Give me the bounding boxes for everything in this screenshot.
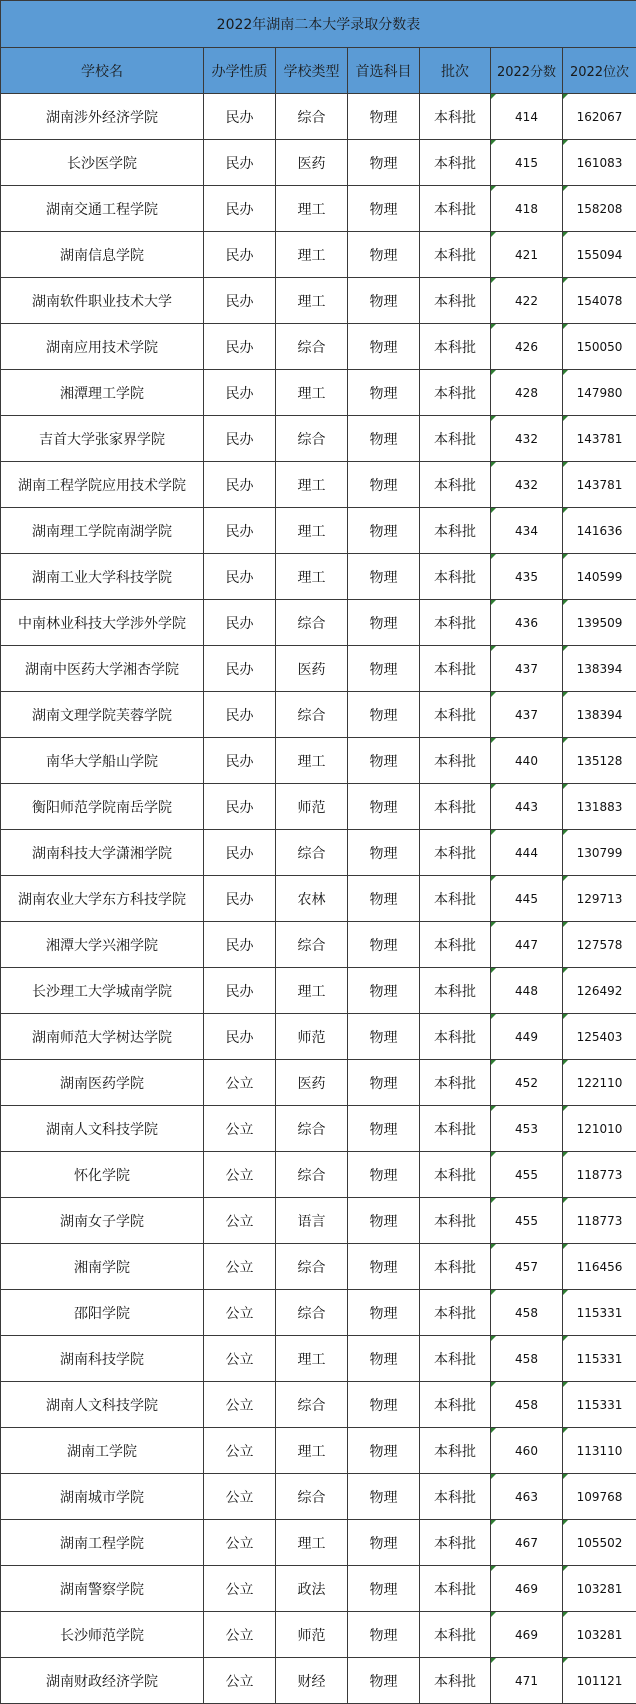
rank-cell: 115331 bbox=[563, 1382, 636, 1428]
school-type-cell: 综合 bbox=[276, 1290, 348, 1336]
school-type-cell: 综合 bbox=[276, 922, 348, 968]
school-type-cell: 综合 bbox=[276, 1106, 348, 1152]
ownership-cell: 公立 bbox=[204, 1612, 276, 1658]
school-type-cell: 医药 bbox=[276, 1060, 348, 1106]
score-cell: 440 bbox=[491, 738, 563, 784]
table-row bbox=[1, 324, 636, 370]
subject-cell: 物理 bbox=[348, 692, 420, 738]
rank-cell: 115331 bbox=[563, 1336, 636, 1382]
rank-cell: 131883 bbox=[563, 784, 636, 830]
rank-cell: 150050 bbox=[563, 324, 636, 370]
rank-cell: 103281 bbox=[563, 1612, 636, 1658]
subject-cell: 物理 bbox=[348, 554, 420, 600]
table-row bbox=[1, 784, 636, 830]
rank-cell: 139509 bbox=[563, 600, 636, 646]
batch-cell: 本科批 bbox=[420, 1382, 491, 1428]
table-row bbox=[1, 1612, 636, 1658]
batch-cell: 本科批 bbox=[420, 1152, 491, 1198]
school-name-cell: 湖南农业大学东方科技学院 bbox=[1, 876, 204, 922]
score-cell: 469 bbox=[491, 1566, 563, 1612]
table-row bbox=[1, 692, 636, 738]
score-cell: 415 bbox=[491, 140, 563, 186]
rank-cell: 118773 bbox=[563, 1198, 636, 1244]
ownership-cell: 民办 bbox=[204, 370, 276, 416]
subject-cell: 物理 bbox=[348, 232, 420, 278]
table-row bbox=[1, 370, 636, 416]
school-name-cell: 湖南中医药大学湘杏学院 bbox=[1, 646, 204, 692]
score-cell: 432 bbox=[491, 462, 563, 508]
batch-cell: 本科批 bbox=[420, 1014, 491, 1060]
school-name-cell: 长沙师范学院 bbox=[1, 1612, 204, 1658]
batch-cell: 本科批 bbox=[420, 462, 491, 508]
subject-cell: 物理 bbox=[348, 1428, 420, 1474]
batch-cell: 本科批 bbox=[420, 600, 491, 646]
ownership-cell: 民办 bbox=[204, 278, 276, 324]
ownership-cell: 公立 bbox=[204, 1566, 276, 1612]
table-row bbox=[1, 738, 636, 784]
ownership-cell: 公立 bbox=[204, 1336, 276, 1382]
subject-cell: 物理 bbox=[348, 600, 420, 646]
ownership-cell: 公立 bbox=[204, 1106, 276, 1152]
school-type-cell: 综合 bbox=[276, 692, 348, 738]
school-type-cell: 医药 bbox=[276, 140, 348, 186]
batch-cell: 本科批 bbox=[420, 1658, 491, 1704]
subject-cell: 物理 bbox=[348, 1060, 420, 1106]
school-name-cell: 湖南财政经济学院 bbox=[1, 1658, 204, 1704]
title-row bbox=[1, 1, 636, 48]
header-ownership: 办学性质 bbox=[204, 48, 276, 94]
ownership-cell: 公立 bbox=[204, 1290, 276, 1336]
score-cell: 458 bbox=[491, 1336, 563, 1382]
score-cell: 460 bbox=[491, 1428, 563, 1474]
ownership-cell: 民办 bbox=[204, 232, 276, 278]
subject-cell: 物理 bbox=[348, 1014, 420, 1060]
school-type-cell: 综合 bbox=[276, 94, 348, 140]
batch-cell: 本科批 bbox=[420, 1474, 491, 1520]
school-name-cell: 湖南工学院 bbox=[1, 1428, 204, 1474]
rank-cell: 109768 bbox=[563, 1474, 636, 1520]
table-row bbox=[1, 1244, 636, 1290]
ownership-cell: 公立 bbox=[204, 1152, 276, 1198]
score-cell: 455 bbox=[491, 1198, 563, 1244]
score-cell: 432 bbox=[491, 416, 563, 462]
score-cell: 421 bbox=[491, 232, 563, 278]
table-row bbox=[1, 1336, 636, 1382]
school-type-cell: 理工 bbox=[276, 1336, 348, 1382]
school-type-cell: 财经 bbox=[276, 1658, 348, 1704]
table-row bbox=[1, 278, 636, 324]
table-row bbox=[1, 1290, 636, 1336]
school-type-cell: 综合 bbox=[276, 1474, 348, 1520]
table-title: 2022年湖南二本大学录取分数表 bbox=[1, 1, 636, 48]
school-name-cell: 湖南理工学院南湖学院 bbox=[1, 508, 204, 554]
subject-cell: 物理 bbox=[348, 508, 420, 554]
school-name-cell: 湖南文理学院芙蓉学院 bbox=[1, 692, 204, 738]
school-type-cell: 医药 bbox=[276, 646, 348, 692]
table-row bbox=[1, 1566, 636, 1612]
ownership-cell: 民办 bbox=[204, 186, 276, 232]
subject-cell: 物理 bbox=[348, 140, 420, 186]
rank-cell: 101121 bbox=[563, 1658, 636, 1704]
rank-cell: 158208 bbox=[563, 186, 636, 232]
rank-cell: 125403 bbox=[563, 1014, 636, 1060]
batch-cell: 本科批 bbox=[420, 324, 491, 370]
school-type-cell: 综合 bbox=[276, 830, 348, 876]
batch-cell: 本科批 bbox=[420, 232, 491, 278]
table-row bbox=[1, 416, 636, 462]
batch-cell: 本科批 bbox=[420, 1106, 491, 1152]
rank-cell: 129713 bbox=[563, 876, 636, 922]
school-name-cell: 湖南软件职业技术大学 bbox=[1, 278, 204, 324]
school-type-cell: 理工 bbox=[276, 186, 348, 232]
ownership-cell: 公立 bbox=[204, 1382, 276, 1428]
header-row bbox=[1, 48, 636, 94]
header-subject: 首选科目 bbox=[348, 48, 420, 94]
ownership-cell: 公立 bbox=[204, 1658, 276, 1704]
batch-cell: 本科批 bbox=[420, 692, 491, 738]
table-row bbox=[1, 968, 636, 1014]
school-type-cell: 语言 bbox=[276, 1198, 348, 1244]
school-name-cell: 怀化学院 bbox=[1, 1152, 204, 1198]
table-row bbox=[1, 1106, 636, 1152]
score-cell: 437 bbox=[491, 692, 563, 738]
ownership-cell: 民办 bbox=[204, 600, 276, 646]
table-row bbox=[1, 232, 636, 278]
batch-cell: 本科批 bbox=[420, 968, 491, 1014]
batch-cell: 本科批 bbox=[420, 186, 491, 232]
batch-cell: 本科批 bbox=[420, 738, 491, 784]
school-type-cell: 综合 bbox=[276, 1152, 348, 1198]
score-cell: 471 bbox=[491, 1658, 563, 1704]
rank-cell: 127578 bbox=[563, 922, 636, 968]
rank-cell: 118773 bbox=[563, 1152, 636, 1198]
school-name-cell: 湖南应用技术学院 bbox=[1, 324, 204, 370]
school-name-cell: 湖南工程学院 bbox=[1, 1520, 204, 1566]
rank-cell: 138394 bbox=[563, 646, 636, 692]
school-name-cell: 湖南医药学院 bbox=[1, 1060, 204, 1106]
batch-cell: 本科批 bbox=[420, 646, 491, 692]
batch-cell: 本科批 bbox=[420, 1336, 491, 1382]
school-name-cell: 长沙医学院 bbox=[1, 140, 204, 186]
table-row bbox=[1, 830, 636, 876]
school-type-cell: 综合 bbox=[276, 1382, 348, 1428]
table-row bbox=[1, 646, 636, 692]
school-name-cell: 湖南工业大学科技学院 bbox=[1, 554, 204, 600]
subject-cell: 物理 bbox=[348, 1566, 420, 1612]
score-cell: 447 bbox=[491, 922, 563, 968]
subject-cell: 物理 bbox=[348, 416, 420, 462]
school-type-cell: 农林 bbox=[276, 876, 348, 922]
rank-cell: 141636 bbox=[563, 508, 636, 554]
subject-cell: 物理 bbox=[348, 830, 420, 876]
school-type-cell: 理工 bbox=[276, 278, 348, 324]
table-row bbox=[1, 922, 636, 968]
school-name-cell: 湘潭理工学院 bbox=[1, 370, 204, 416]
school-name-cell: 吉首大学张家界学院 bbox=[1, 416, 204, 462]
school-type-cell: 理工 bbox=[276, 508, 348, 554]
subject-cell: 物理 bbox=[348, 462, 420, 508]
batch-cell: 本科批 bbox=[420, 1612, 491, 1658]
table-body bbox=[1, 94, 636, 1704]
subject-cell: 物理 bbox=[348, 1198, 420, 1244]
subject-cell: 物理 bbox=[348, 324, 420, 370]
table-row bbox=[1, 1520, 636, 1566]
ownership-cell: 公立 bbox=[204, 1244, 276, 1290]
school-type-cell: 综合 bbox=[276, 324, 348, 370]
ownership-cell: 民办 bbox=[204, 692, 276, 738]
school-name-cell: 湘南学院 bbox=[1, 1244, 204, 1290]
school-name-cell: 湖南科技学院 bbox=[1, 1336, 204, 1382]
table-row bbox=[1, 508, 636, 554]
rank-cell: 135128 bbox=[563, 738, 636, 784]
batch-cell: 本科批 bbox=[420, 1290, 491, 1336]
ownership-cell: 民办 bbox=[204, 508, 276, 554]
score-cell: 448 bbox=[491, 968, 563, 1014]
batch-cell: 本科批 bbox=[420, 876, 491, 922]
ownership-cell: 民办 bbox=[204, 1014, 276, 1060]
table-row bbox=[1, 1474, 636, 1520]
rank-cell: 154078 bbox=[563, 278, 636, 324]
rank-cell: 126492 bbox=[563, 968, 636, 1014]
score-cell: 458 bbox=[491, 1290, 563, 1336]
batch-cell: 本科批 bbox=[420, 554, 491, 600]
school-name-cell: 湘潭大学兴湘学院 bbox=[1, 922, 204, 968]
table-row bbox=[1, 186, 636, 232]
table-row bbox=[1, 94, 636, 140]
batch-cell: 本科批 bbox=[420, 416, 491, 462]
batch-cell: 本科批 bbox=[420, 140, 491, 186]
ownership-cell: 公立 bbox=[204, 1428, 276, 1474]
rank-cell: 130799 bbox=[563, 830, 636, 876]
subject-cell: 物理 bbox=[348, 1244, 420, 1290]
ownership-cell: 民办 bbox=[204, 462, 276, 508]
header-school-name: 学校名 bbox=[1, 48, 204, 94]
school-type-cell: 理工 bbox=[276, 462, 348, 508]
school-type-cell: 综合 bbox=[276, 600, 348, 646]
school-type-cell: 师范 bbox=[276, 1014, 348, 1060]
table-row bbox=[1, 876, 636, 922]
score-cell: 457 bbox=[491, 1244, 563, 1290]
table-row bbox=[1, 1014, 636, 1060]
ownership-cell: 民办 bbox=[204, 968, 276, 1014]
school-type-cell: 理工 bbox=[276, 232, 348, 278]
school-type-cell: 综合 bbox=[276, 1244, 348, 1290]
header-school-type: 学校类型 bbox=[276, 48, 348, 94]
batch-cell: 本科批 bbox=[420, 1428, 491, 1474]
ownership-cell: 公立 bbox=[204, 1198, 276, 1244]
table-row bbox=[1, 1198, 636, 1244]
score-cell: 452 bbox=[491, 1060, 563, 1106]
subject-cell: 物理 bbox=[348, 968, 420, 1014]
school-type-cell: 政法 bbox=[276, 1566, 348, 1612]
ownership-cell: 民办 bbox=[204, 876, 276, 922]
school-name-cell: 湖南警察学院 bbox=[1, 1566, 204, 1612]
rank-cell: 143781 bbox=[563, 462, 636, 508]
table-row bbox=[1, 140, 636, 186]
rank-cell: 147980 bbox=[563, 370, 636, 416]
batch-cell: 本科批 bbox=[420, 94, 491, 140]
ownership-cell: 民办 bbox=[204, 140, 276, 186]
ownership-cell: 民办 bbox=[204, 738, 276, 784]
batch-cell: 本科批 bbox=[420, 830, 491, 876]
score-cell: 453 bbox=[491, 1106, 563, 1152]
score-cell: 414 bbox=[491, 94, 563, 140]
rank-cell: 143781 bbox=[563, 416, 636, 462]
subject-cell: 物理 bbox=[348, 186, 420, 232]
school-name-cell: 湖南城市学院 bbox=[1, 1474, 204, 1520]
subject-cell: 物理 bbox=[348, 738, 420, 784]
ownership-cell: 民办 bbox=[204, 784, 276, 830]
ownership-cell: 民办 bbox=[204, 922, 276, 968]
subject-cell: 物理 bbox=[348, 1658, 420, 1704]
ownership-cell: 民办 bbox=[204, 416, 276, 462]
school-name-cell: 湖南师范大学树达学院 bbox=[1, 1014, 204, 1060]
school-type-cell: 理工 bbox=[276, 1520, 348, 1566]
table-row bbox=[1, 1152, 636, 1198]
ownership-cell: 民办 bbox=[204, 830, 276, 876]
school-name-cell: 湖南科技大学潇湘学院 bbox=[1, 830, 204, 876]
score-cell: 444 bbox=[491, 830, 563, 876]
school-name-cell: 邵阳学院 bbox=[1, 1290, 204, 1336]
rank-cell: 161083 bbox=[563, 140, 636, 186]
school-name-cell: 湖南工程学院应用技术学院 bbox=[1, 462, 204, 508]
batch-cell: 本科批 bbox=[420, 1060, 491, 1106]
batch-cell: 本科批 bbox=[420, 1198, 491, 1244]
school-type-cell: 理工 bbox=[276, 738, 348, 784]
rank-cell: 113110 bbox=[563, 1428, 636, 1474]
ownership-cell: 民办 bbox=[204, 324, 276, 370]
subject-cell: 物理 bbox=[348, 1336, 420, 1382]
table-row bbox=[1, 1382, 636, 1428]
rank-cell: 105502 bbox=[563, 1520, 636, 1566]
score-cell: 418 bbox=[491, 186, 563, 232]
batch-cell: 本科批 bbox=[420, 508, 491, 554]
subject-cell: 物理 bbox=[348, 876, 420, 922]
subject-cell: 物理 bbox=[348, 94, 420, 140]
header-rank-2022: 2022位次 bbox=[563, 48, 636, 94]
subject-cell: 物理 bbox=[348, 1520, 420, 1566]
school-name-cell: 湖南人文科技学院 bbox=[1, 1382, 204, 1428]
score-cell: 434 bbox=[491, 508, 563, 554]
score-cell: 455 bbox=[491, 1152, 563, 1198]
school-name-cell: 湖南女子学院 bbox=[1, 1198, 204, 1244]
batch-cell: 本科批 bbox=[420, 922, 491, 968]
subject-cell: 物理 bbox=[348, 1106, 420, 1152]
school-name-cell: 湖南交通工程学院 bbox=[1, 186, 204, 232]
score-cell: 467 bbox=[491, 1520, 563, 1566]
school-type-cell: 理工 bbox=[276, 968, 348, 1014]
score-cell: 428 bbox=[491, 370, 563, 416]
score-cell: 422 bbox=[491, 278, 563, 324]
table-row bbox=[1, 1060, 636, 1106]
table-row bbox=[1, 462, 636, 508]
subject-cell: 物理 bbox=[348, 370, 420, 416]
score-cell: 449 bbox=[491, 1014, 563, 1060]
score-cell: 469 bbox=[491, 1612, 563, 1658]
subject-cell: 物理 bbox=[348, 278, 420, 324]
subject-cell: 物理 bbox=[348, 1152, 420, 1198]
rank-cell: 162067 bbox=[563, 94, 636, 140]
ownership-cell: 民办 bbox=[204, 646, 276, 692]
score-cell: 458 bbox=[491, 1382, 563, 1428]
score-cell: 436 bbox=[491, 600, 563, 646]
school-type-cell: 师范 bbox=[276, 784, 348, 830]
school-name-cell: 湖南信息学院 bbox=[1, 232, 204, 278]
subject-cell: 物理 bbox=[348, 784, 420, 830]
rank-cell: 103281 bbox=[563, 1566, 636, 1612]
ownership-cell: 民办 bbox=[204, 94, 276, 140]
rank-cell: 116456 bbox=[563, 1244, 636, 1290]
table-row bbox=[1, 1428, 636, 1474]
score-cell: 463 bbox=[491, 1474, 563, 1520]
rank-cell: 121010 bbox=[563, 1106, 636, 1152]
rank-cell: 155094 bbox=[563, 232, 636, 278]
header-score-2022: 2022分数 bbox=[491, 48, 563, 94]
school-type-cell: 理工 bbox=[276, 370, 348, 416]
ownership-cell: 民办 bbox=[204, 554, 276, 600]
school-name-cell: 中南林业科技大学涉外学院 bbox=[1, 600, 204, 646]
batch-cell: 本科批 bbox=[420, 370, 491, 416]
school-type-cell: 理工 bbox=[276, 554, 348, 600]
school-name-cell: 湖南人文科技学院 bbox=[1, 1106, 204, 1152]
batch-cell: 本科批 bbox=[420, 278, 491, 324]
school-type-cell: 理工 bbox=[276, 1428, 348, 1474]
score-cell: 443 bbox=[491, 784, 563, 830]
school-type-cell: 综合 bbox=[276, 416, 348, 462]
subject-cell: 物理 bbox=[348, 646, 420, 692]
table-row bbox=[1, 600, 636, 646]
batch-cell: 本科批 bbox=[420, 1244, 491, 1290]
batch-cell: 本科批 bbox=[420, 1520, 491, 1566]
rank-cell: 122110 bbox=[563, 1060, 636, 1106]
score-cell: 445 bbox=[491, 876, 563, 922]
rank-cell: 115331 bbox=[563, 1290, 636, 1336]
score-cell: 435 bbox=[491, 554, 563, 600]
subject-cell: 物理 bbox=[348, 1382, 420, 1428]
school-name-cell: 长沙理工大学城南学院 bbox=[1, 968, 204, 1014]
ownership-cell: 公立 bbox=[204, 1060, 276, 1106]
ownership-cell: 公立 bbox=[204, 1520, 276, 1566]
ownership-cell: 公立 bbox=[204, 1474, 276, 1520]
school-type-cell: 师范 bbox=[276, 1612, 348, 1658]
table-row bbox=[1, 554, 636, 600]
rank-cell: 140599 bbox=[563, 554, 636, 600]
subject-cell: 物理 bbox=[348, 922, 420, 968]
school-name-cell: 湖南涉外经济学院 bbox=[1, 94, 204, 140]
table-row bbox=[1, 1658, 636, 1704]
subject-cell: 物理 bbox=[348, 1290, 420, 1336]
subject-cell: 物理 bbox=[348, 1474, 420, 1520]
score-cell: 426 bbox=[491, 324, 563, 370]
school-name-cell: 衡阳师范学院南岳学院 bbox=[1, 784, 204, 830]
score-cell: 437 bbox=[491, 646, 563, 692]
batch-cell: 本科批 bbox=[420, 1566, 491, 1612]
rank-cell: 138394 bbox=[563, 692, 636, 738]
header-batch: 批次 bbox=[420, 48, 491, 94]
subject-cell: 物理 bbox=[348, 1612, 420, 1658]
batch-cell: 本科批 bbox=[420, 784, 491, 830]
school-name-cell: 南华大学船山学院 bbox=[1, 738, 204, 784]
